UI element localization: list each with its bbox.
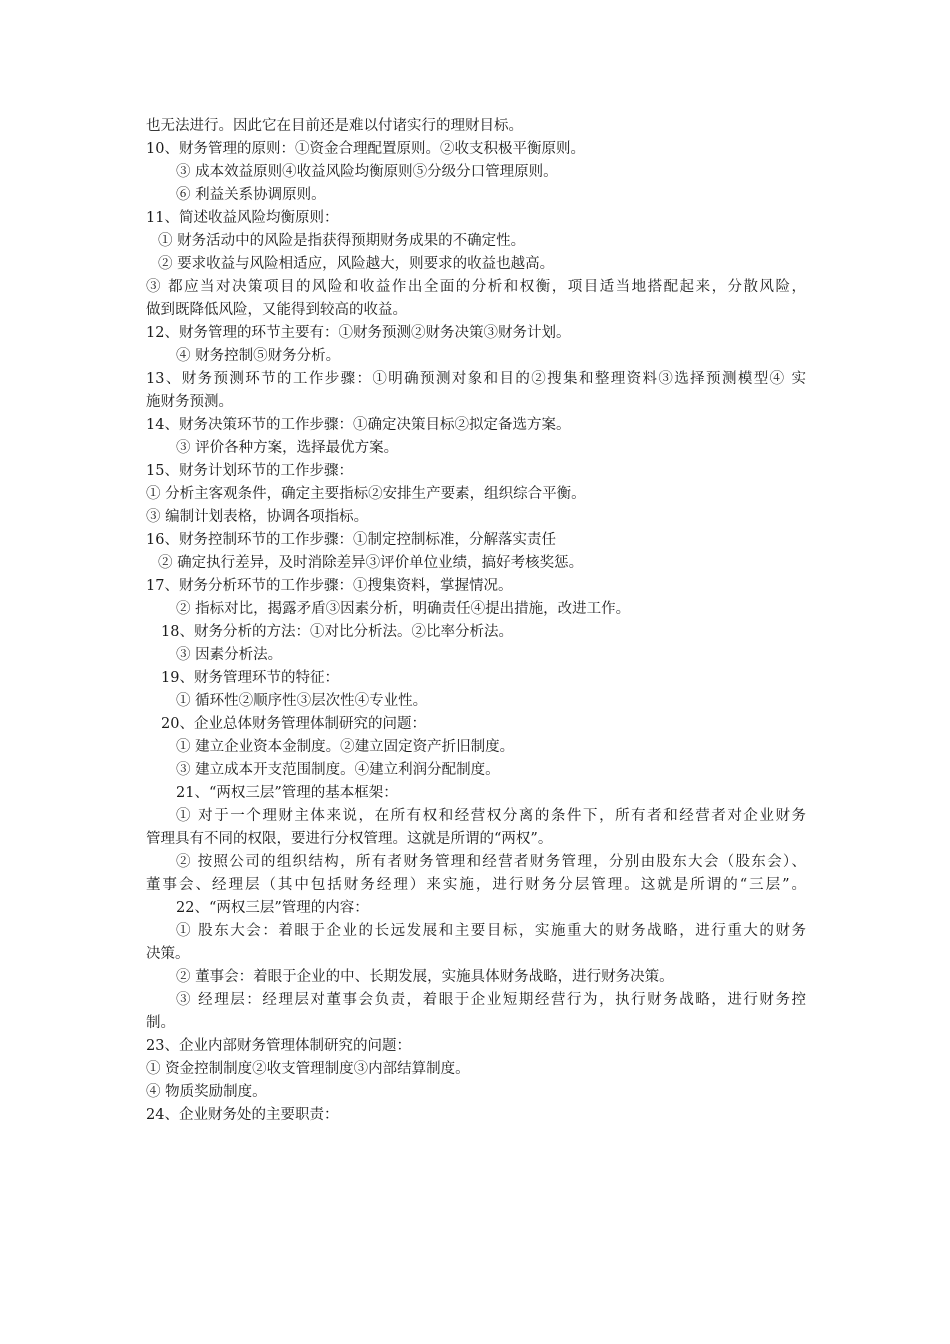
text-line: 也无法进行。因此它在目前还是难以付诸实行的理财目标。	[146, 118, 523, 134]
text-line: 24、企业财务处的主要职责：	[146, 1107, 339, 1123]
text-line: ③ 都应当对决策项目的风险和收益作出全面的分析和权衡，项目适当地搭配起来，分散风险，	[146, 279, 806, 295]
text-line: 19、财务管理环节的特征：	[161, 670, 339, 686]
text-line: 22、“两权三层”管理的内容：	[176, 900, 369, 916]
text-line: 13、财务预测环节的工作步骤：①明确预测对象和目的②搜集和整理资料③选择预测模型④ 实	[146, 371, 806, 387]
text-line: ③ 因素分析法。	[176, 647, 283, 663]
text-line: ③ 建立成本开支范围制度。④建立利润分配制度。	[176, 762, 500, 778]
text-line: ③ 评价各种方案，选择最优方案。	[176, 440, 399, 456]
text-line: ① 分析主客观条件，确定主要指标②安排生产要素，组织综合平衡。	[146, 486, 586, 502]
text-line: 23、企业内部财务管理体制研究的问题：	[146, 1038, 411, 1054]
text-line: 管理具有不同的权限，要进行分权管理。这就是所谓的“两权”。	[146, 831, 553, 847]
text-line: 15、财务计划环节的工作步骤：	[146, 463, 353, 479]
text-line: ② 要求收益与风险相适应，风险越大，则要求的收益也越高。	[158, 256, 555, 272]
text-line: 施财务预测。	[146, 394, 233, 410]
text-line: ④ 财务控制⑤财务分析。	[176, 348, 341, 364]
text-line: ② 董事会：着眼于企业的中、长期发展，实施具体财务战略，进行财务决策。	[176, 969, 674, 985]
text-line: 17、财务分析环节的工作步骤：①搜集资料，掌握情况。	[146, 578, 513, 594]
text-line: 做到既降低风险，又能得到较高的收益。	[146, 302, 407, 318]
text-line: 制。	[146, 1015, 175, 1031]
text-line: 21、“两权三层”管理的基本框架：	[176, 785, 398, 801]
text-line: 11、简述收益风险均衡原则：	[146, 210, 339, 226]
text-line: ① 财务活动中的风险是指获得预期财务成果的不确定性。	[158, 233, 526, 249]
text-line: ① 股东大会：着眼于企业的长远发展和主要目标，实施重大的财务战略，进行重大的财务	[176, 923, 806, 939]
text-line: ③ 成本效益原则④收益风险均衡原则⑤分级分口管理原则。	[176, 164, 558, 180]
text-line: 20、企业总体财务管理体制研究的问题：	[161, 716, 426, 732]
text-line: ⑥ 利益关系协调原则。	[176, 187, 326, 203]
text-line: ① 资金控制制度②收支管理制度③内部结算制度。	[146, 1061, 470, 1077]
text-line: ② 确定执行差异，及时消除差异③评价单位业绩，搞好考核奖惩。	[158, 555, 584, 571]
text-line: ④ 物质奖励制度。	[146, 1084, 267, 1100]
text-line: ③ 编制计划表格，协调各项指标。	[146, 509, 369, 525]
text-line: 10、财务管理的原则：①资金合理配置原则。②收支积极平衡原则。	[146, 141, 585, 157]
text-line: 18、财务分析的方法：①对比分析法。②比率分析法。	[161, 624, 513, 640]
text-line: ② 按照公司的组织结构，所有者财务管理和经营者财务管理，分别由股东大会（股东会）、	[176, 854, 806, 870]
text-line: 12、财务管理的环节主要有：①财务预测②财务决策③财务计划。	[146, 325, 571, 341]
text-line: ① 对于一个理财主体来说，在所有权和经营权分离的条件下，所有者和经营者对企业财务	[176, 808, 806, 824]
text-line: ① 循环性②顺序性③层次性④专业性。	[176, 693, 428, 709]
text-line: 董事会、经理层（其中包括财务经理）来实施，进行财务分层管理。这就是所谓的“三层”。	[146, 877, 806, 893]
text-line: ① 建立企业资本金制度。②建立固定资产折旧制度。	[176, 739, 515, 755]
text-line: 决策。	[146, 946, 190, 962]
text-line: 14、财务决策环节的工作步骤：①确定决策目标②拟定备选方案。	[146, 417, 571, 433]
text-line: ③ 经理层：经理层对董事会负责，着眼于企业短期经营行为，执行财务战略，进行财务控	[176, 992, 806, 1008]
text-line: 16、财务控制环节的工作步骤：①制定控制标准，分解落实责任	[146, 532, 556, 548]
text-line: ② 指标对比，揭露矛盾③因素分析，明确责任④提出措施，改进工作。	[176, 601, 631, 617]
